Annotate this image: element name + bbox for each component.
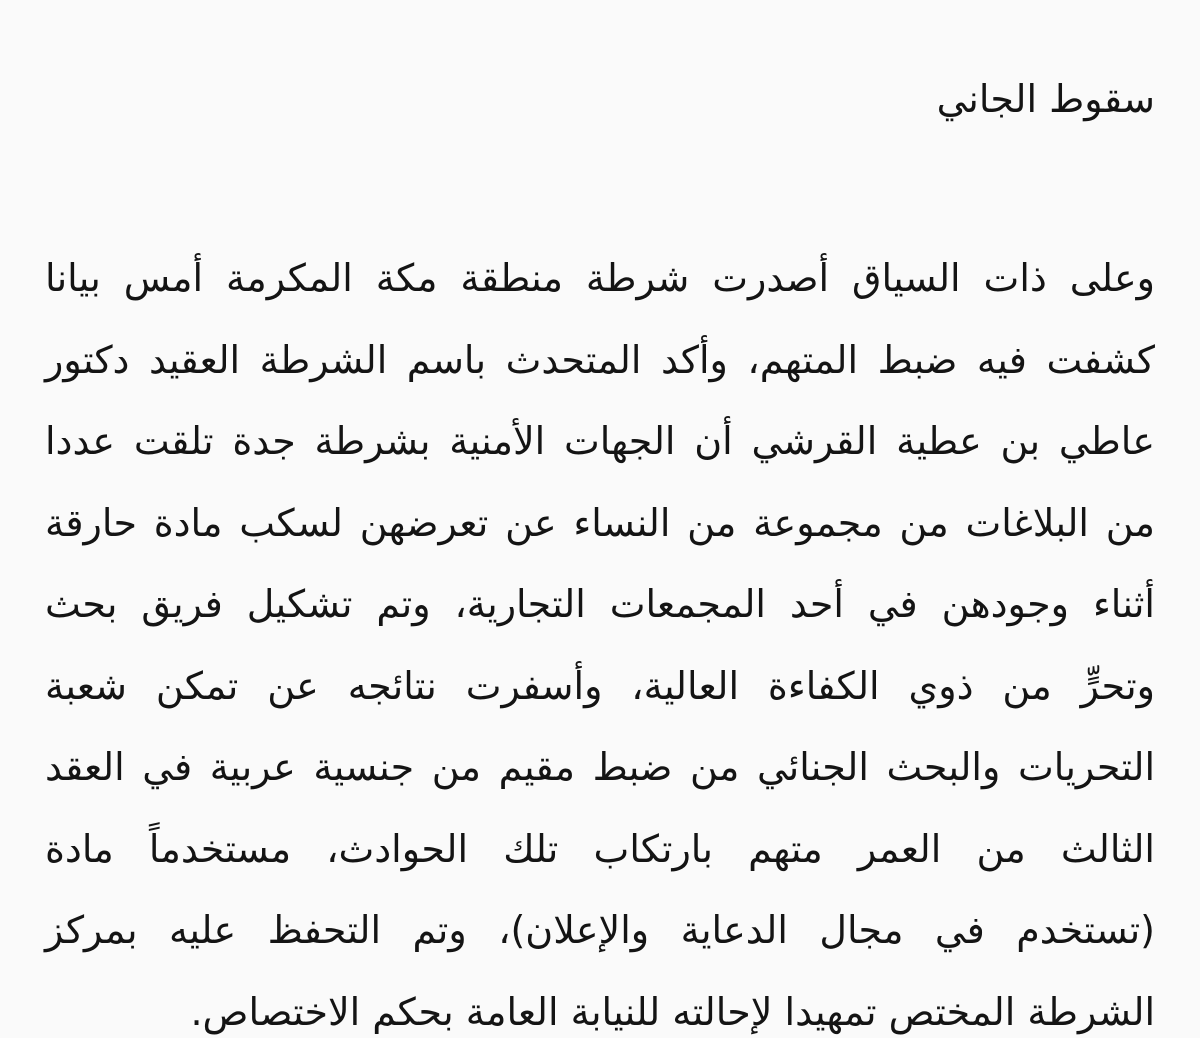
paragraph-line: (تستخدم في مجال الدعاية والإعلان)، وتم التحفظ عليه بمركز <box>45 908 1155 952</box>
paragraph-line: عاطي بن عطية القرشي أن الجهات الأمنية بشرطة جدة تلقت عددا <box>45 419 1155 463</box>
paragraph-line-last: الشرطة المختص تمهيدا لإحالته للنيابة العامة بحكم الاختصاص. <box>190 989 1155 1034</box>
paragraph-line: من البلاغات من مجموعة من النساء عن تعرضهن لسكب مادة حارقة <box>45 500 1155 545</box>
article-paragraph <box>45 238 1155 1038</box>
paragraph-line: التحريات والبحث الجنائي من ضبط مقيم من جنسية عربية في العقد <box>45 745 1155 789</box>
paragraph-line: الثالث من العمر متهم بارتكاب تلك الحوادث، مستخدماً مادة <box>45 826 1155 871</box>
paragraph-line: أثناء وجودهن في أحد المجمعات التجارية، وتم تشكيل فريق بحث <box>45 582 1155 626</box>
paragraph-line: وعلى ذات السياق أصدرت شرطة منطقة مكة المكرمة أمس بيانا <box>45 256 1155 300</box>
article-heading: سقوط الجاني <box>936 77 1155 121</box>
paragraph-line: كشفت فيه ضبط المتهم، وأكد المتحدث باسم الشرطة العقيد دكتور <box>45 337 1155 382</box>
paragraph-line: وتحرٍّ من ذوي الكفاءة العالية، وأسفرت نتائجه عن تمكن شعبة <box>45 663 1155 708</box>
